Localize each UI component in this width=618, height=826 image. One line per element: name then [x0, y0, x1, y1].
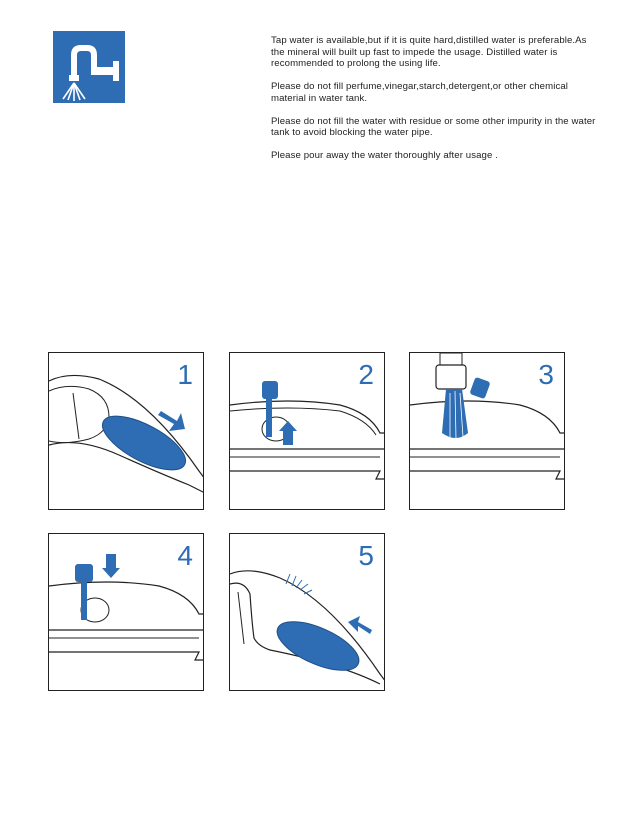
- step-1-panel: [48, 352, 204, 510]
- step-number: 2: [358, 359, 374, 390]
- step-number: 5: [358, 540, 374, 571]
- step-number: 1: [177, 359, 193, 390]
- step-number: 3: [538, 359, 554, 390]
- water-tap-icon: [53, 31, 125, 103]
- step-3-panel: [409, 352, 565, 510]
- instruction-no-chemicals: Please do not fill perfume,vinegar,starch,detergent,or other chemical material in water tank.: [271, 81, 569, 104]
- instruction-pour-away: Please pour away the water thoroughly after usage .: [271, 150, 498, 161]
- instruction-no-residue: Please do not fill the water with residue or some other impurity in the water tank to avoid blocking the water pipe.: [271, 115, 596, 138]
- instruction-text: [271, 35, 601, 173]
- step-2-panel: [229, 352, 385, 510]
- step-number: 4: [177, 540, 193, 571]
- step-4-panel: [48, 533, 204, 691]
- step-5-panel: [229, 533, 385, 691]
- instruction-water-type: Tap water is available,but if it is quite hard,distilled water is preferable.As the mineral will built up fast to impede the usage. Distilled water is recommended to prolong the using life.: [271, 35, 587, 69]
